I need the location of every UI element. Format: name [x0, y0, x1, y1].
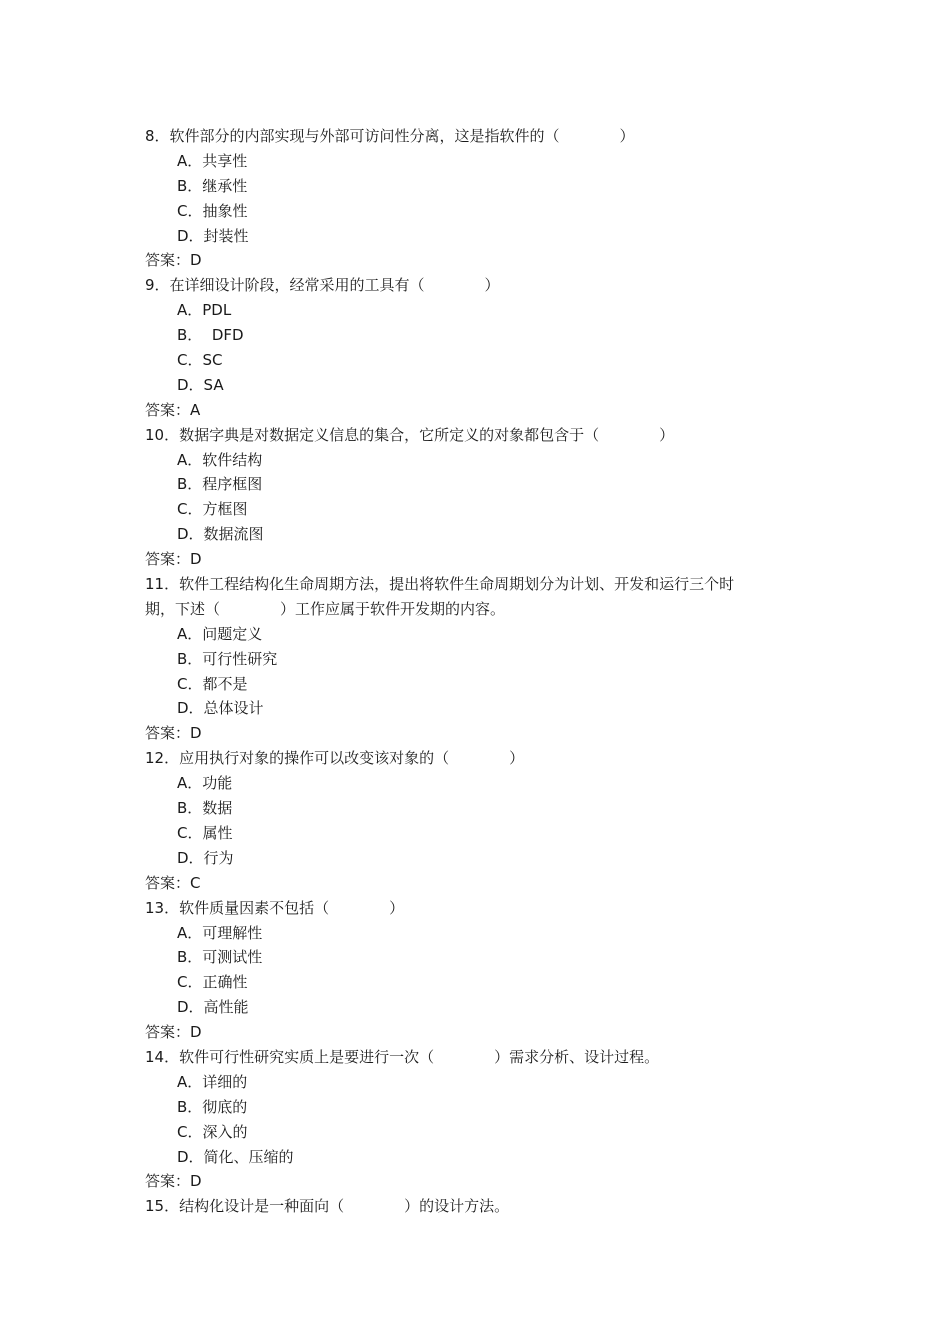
answer-option: C．深入的 — [177, 1122, 248, 1141]
answer-option: C．方框图 — [177, 500, 248, 519]
answer-option: A．可理解性 — [177, 923, 263, 942]
answer-key: 答案：D — [145, 550, 202, 569]
answer-option: A．PDL — [177, 301, 232, 320]
question-text: 13．软件质量因素不包括（ ） — [145, 898, 405, 917]
answer-option: C．属性 — [177, 823, 233, 842]
answer-option: D．简化、压缩的 — [177, 1147, 294, 1166]
answer-option: D．数据流图 — [177, 525, 264, 544]
answer-option: D．总体设计 — [177, 699, 264, 718]
question-text: 15．结构化设计是一种面向（ ）的设计方法。 — [145, 1197, 510, 1216]
answer-option: C．都不是 — [177, 674, 248, 693]
answer-option: A．问题定义 — [177, 624, 263, 643]
question-text: 11．软件工程结构化生命周期方法，提出将软件生命周期划分为计划、开发和运行三个时 — [145, 575, 735, 594]
answer-option: A．共享性 — [177, 151, 248, 170]
answer-key: 答案：A — [145, 400, 201, 419]
answer-key: 答案：C — [145, 873, 201, 892]
answer-option: C．SC — [177, 351, 223, 370]
answer-key: 答案：D — [145, 1172, 202, 1191]
answer-option: A．功能 — [177, 774, 233, 793]
question-text: 10．数据字典是对数据定义信息的集合，它所定义的对象都包含于（ ） — [145, 425, 675, 444]
answer-option: B．可行性研究 — [177, 649, 278, 668]
question-text: 9．在详细设计阶段，经常采用的工具有（ ） — [145, 276, 500, 295]
answer-key: 答案：D — [145, 1023, 202, 1042]
answer-option: B．程序框图 — [177, 475, 263, 494]
question-text: 期，下述（ ）工作应属于软件开发期的内容。 — [145, 599, 506, 618]
answer-option: B．可测试性 — [177, 948, 263, 967]
question-text: 14．软件可行性研究实质上是要进行一次（ ）需求分析、设计过程。 — [145, 1047, 660, 1066]
question-text: 8．软件部分的内部实现与外部可访问性分离，这是指软件的（ ） — [145, 127, 635, 145]
answer-option: D．SA — [177, 375, 224, 394]
answer-option: A．详细的 — [177, 1072, 248, 1091]
answer-option: A．软件结构 — [177, 450, 263, 469]
answer-option: D．封装性 — [177, 226, 249, 245]
answer-option: B．继承性 — [177, 176, 248, 195]
answer-option: B． DFD — [177, 326, 244, 345]
answer-option: C．正确性 — [177, 973, 248, 992]
question-text: 12．应用执行对象的操作可以改变该对象的（ ） — [145, 749, 525, 768]
answer-option: B．数据 — [177, 799, 233, 818]
document-page — [0, 124, 950, 1219]
answer-option: D．行为 — [177, 848, 234, 867]
answer-option: B．彻底的 — [177, 1097, 248, 1116]
answer-option: D．高性能 — [177, 998, 249, 1017]
answer-option: C．抽象性 — [177, 201, 248, 220]
answer-key: 答案：D — [145, 724, 202, 743]
answer-key: 答案：D — [145, 251, 202, 270]
